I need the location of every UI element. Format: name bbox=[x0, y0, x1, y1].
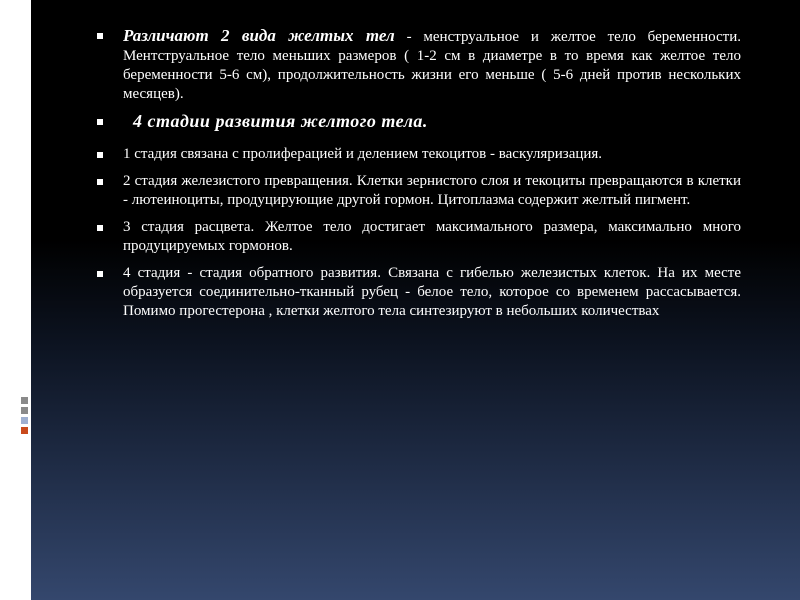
item-text: 1 стадия связана с пролиферацией и делением текоцитов - васкуляризация. bbox=[123, 146, 603, 162]
list-item bbox=[123, 218, 741, 256]
left-decoration-strip bbox=[0, 0, 31, 600]
slide-content bbox=[123, 26, 741, 329]
orange-square bbox=[21, 427, 28, 434]
item-text: 4 стадия - стадия обратного развития. Связана с гибелью железистых клеток. На их месте образуется соединительно-тканный рубец - белое тело, которое со временем рассасывается. Помимо прогестерона , клетки желтого тела синтезируют в небольших количествах bbox=[123, 265, 741, 319]
decorative-bars bbox=[48, 15, 62, 95]
gray-square bbox=[21, 397, 28, 404]
decorative-squares bbox=[21, 397, 31, 437]
item-heading: Различают 2 вида желтых тел bbox=[123, 26, 395, 45]
item-text: 2 стадия железистого превращения. Клетки зернистого слоя и текоциты превращаются в клетки - лютеиноциты, продуцирующие другой гормон. Цитоплазма содержит желтый пигмент. bbox=[123, 173, 741, 208]
bar bbox=[48, 15, 52, 95]
list-item bbox=[123, 172, 741, 210]
list-item bbox=[123, 26, 741, 104]
list-item bbox=[123, 145, 741, 164]
item-text: - менструальное и желтое тело беременности. Ментструальное тело меньших размеров ( 1-2 см в диаметре в то время как желтое тело беременности 5-6 см), продолжительность жизни его меньше ( 5-6 дней против нескольких месяцев). bbox=[123, 29, 741, 102]
gray-square bbox=[21, 407, 28, 414]
section-heading: 4 стадии развития желтого тела. bbox=[133, 111, 428, 131]
list-item bbox=[123, 112, 741, 133]
blue-square bbox=[21, 417, 28, 424]
bar bbox=[58, 15, 62, 95]
bar bbox=[54, 15, 56, 95]
item-text: 3 стадия расцвета. Желтое тело достигает максимального размера, максимально много продуцируемых гормонов. bbox=[123, 219, 741, 254]
list-item bbox=[123, 264, 741, 321]
